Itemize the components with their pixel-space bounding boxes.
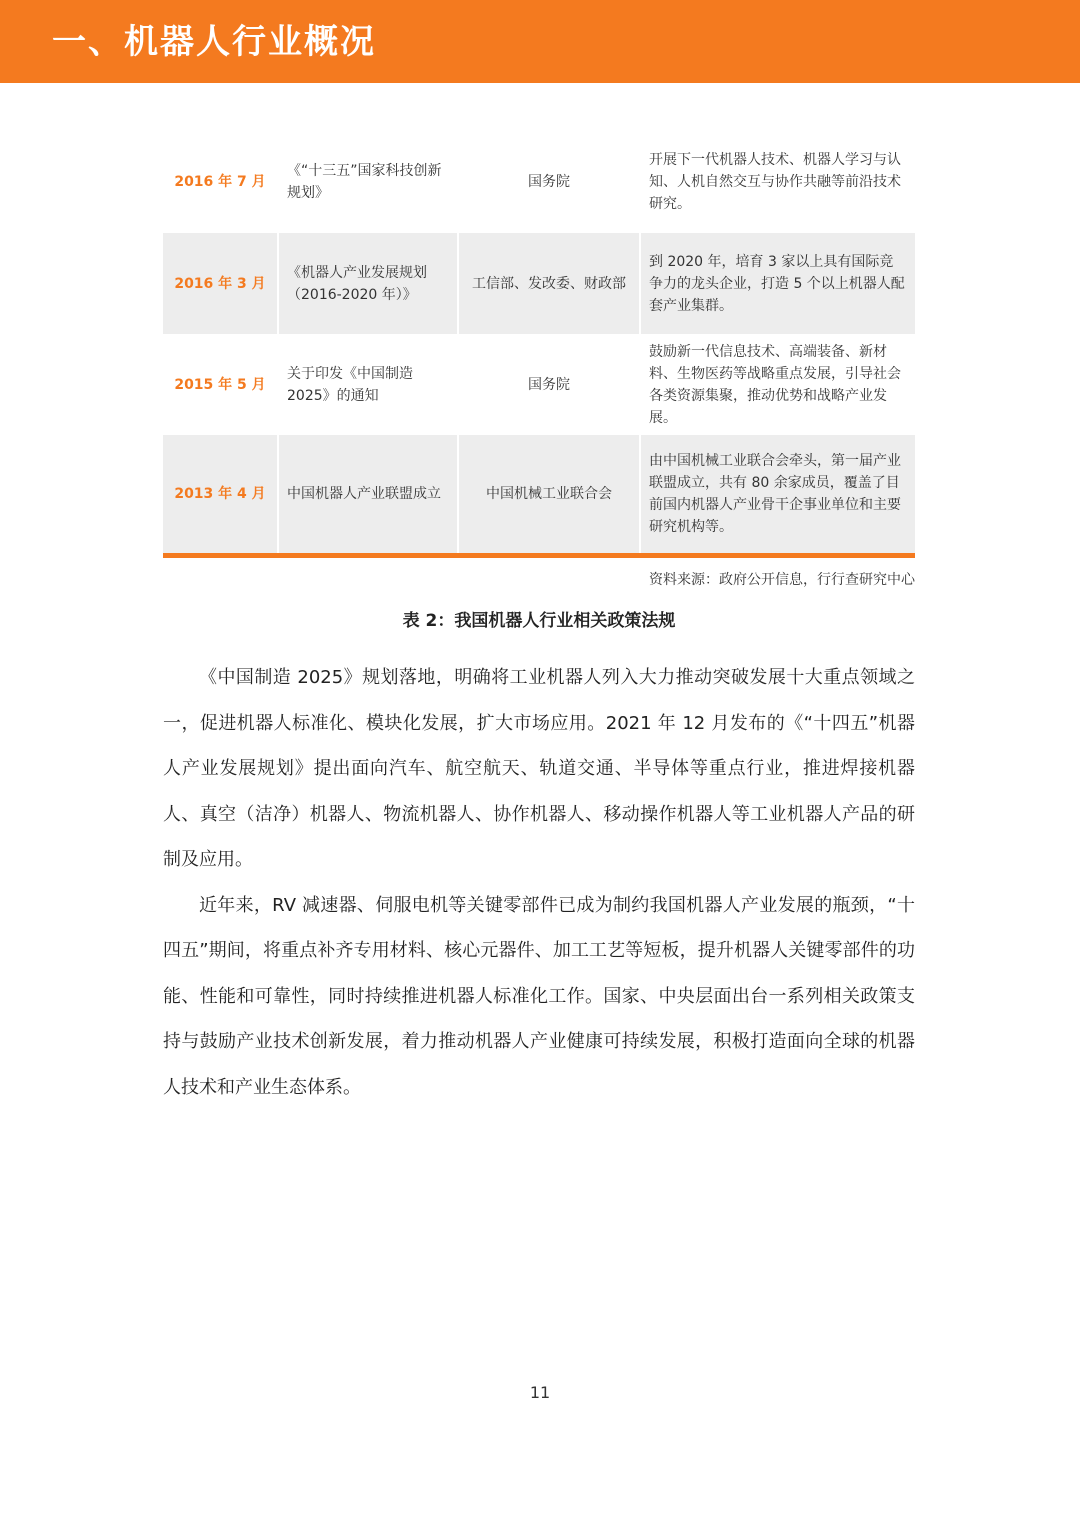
policy-date: 2016 年 3 月 [163, 233, 278, 334]
policy-department: 工信部、发改委、财政部 [458, 233, 640, 334]
body-text [163, 655, 915, 1110]
policy-content: 到 2020 年，培育 3 家以上具有国际竞争力的龙头企业，打造 5 个以上机器人配套产业集群。 [640, 233, 915, 334]
policy-name: 关于印发《中国制造 2025》的通知 [278, 334, 458, 435]
paragraph: 近年来，RV 减速器、伺服电机等关键零部件已成为制约我国机器人产业发展的瓶颈，“十四五”期间，将重点补齐专用材料、核心元器件、加工工艺等短板，提升机器人关键零部件的功能、性能和可靠性，同时持续推进机器人标准化工作。国家、中央层面出台一系列相关政策支持与鼓励产业技术创新发展，着力推动机器人产业健康可持续发展，积极打造面向全球的机器人技术和产业生态体系。 [163, 894, 915, 1098]
table-row [163, 334, 915, 435]
table-row [163, 233, 915, 334]
policy-name: 《“十三五”国家科技创新规划》 [278, 131, 458, 233]
header-band [0, 0, 1080, 83]
table-row [163, 131, 915, 233]
policy-date: 2013 年 4 月 [163, 435, 278, 553]
policy-content: 由中国机械工业联合会牵头，第一届产业联盟成立，共有 80 余家成员，覆盖了目前国内机器人产业骨干企事业单位和主要研究机构等。 [640, 435, 915, 553]
source-note: 资料来源：政府公开信息，行行查研究中心 [649, 572, 915, 588]
policy-table [163, 131, 915, 553]
table-caption: 表 2：我国机器人行业相关政策法规 [402, 611, 676, 631]
policy-name: 中国机器人产业联盟成立 [278, 435, 458, 553]
paragraph: 《中国制造 2025》规划落地，明确将工业机器人列入大力推动突破发展十大重点领域之一，促进机器人标准化、模块化发展，扩大市场应用。2021 年 12 月发布的《“十四五”机器人产业发展规划》提出面向汽车、航空航天、轨道交通、半导体等重点行业，推进焊接机器人、真空（洁净）机器人、物流机器人、协作机器人、移动操作机器人等工业机器人产品的研制及应用。 [163, 667, 915, 870]
policy-name: 《机器人产业发展规划（2016-2020 年）》 [278, 233, 458, 334]
policy-content: 开展下一代机器人技术、机器人学习与认知、人机自然交互与协作共融等前沿技术研究。 [640, 131, 915, 233]
policy-department: 国务院 [458, 334, 640, 435]
table-row [163, 435, 915, 553]
table-bottom-rule [163, 553, 915, 558]
policy-content: 鼓励新一代信息技术、高端装备、新材料、生物医药等战略重点发展，引导社会各类资源集聚，推动优势和战略产业发展。 [640, 334, 915, 435]
policy-date: 2015 年 5 月 [163, 334, 278, 435]
policy-department: 中国机械工业联合会 [458, 435, 640, 553]
policy-department: 国务院 [458, 131, 640, 233]
policy-date: 2016 年 7 月 [163, 131, 278, 233]
page-number: 11 [529, 1383, 551, 1402]
section-title: 一、机器人行业概况 [52, 22, 376, 62]
